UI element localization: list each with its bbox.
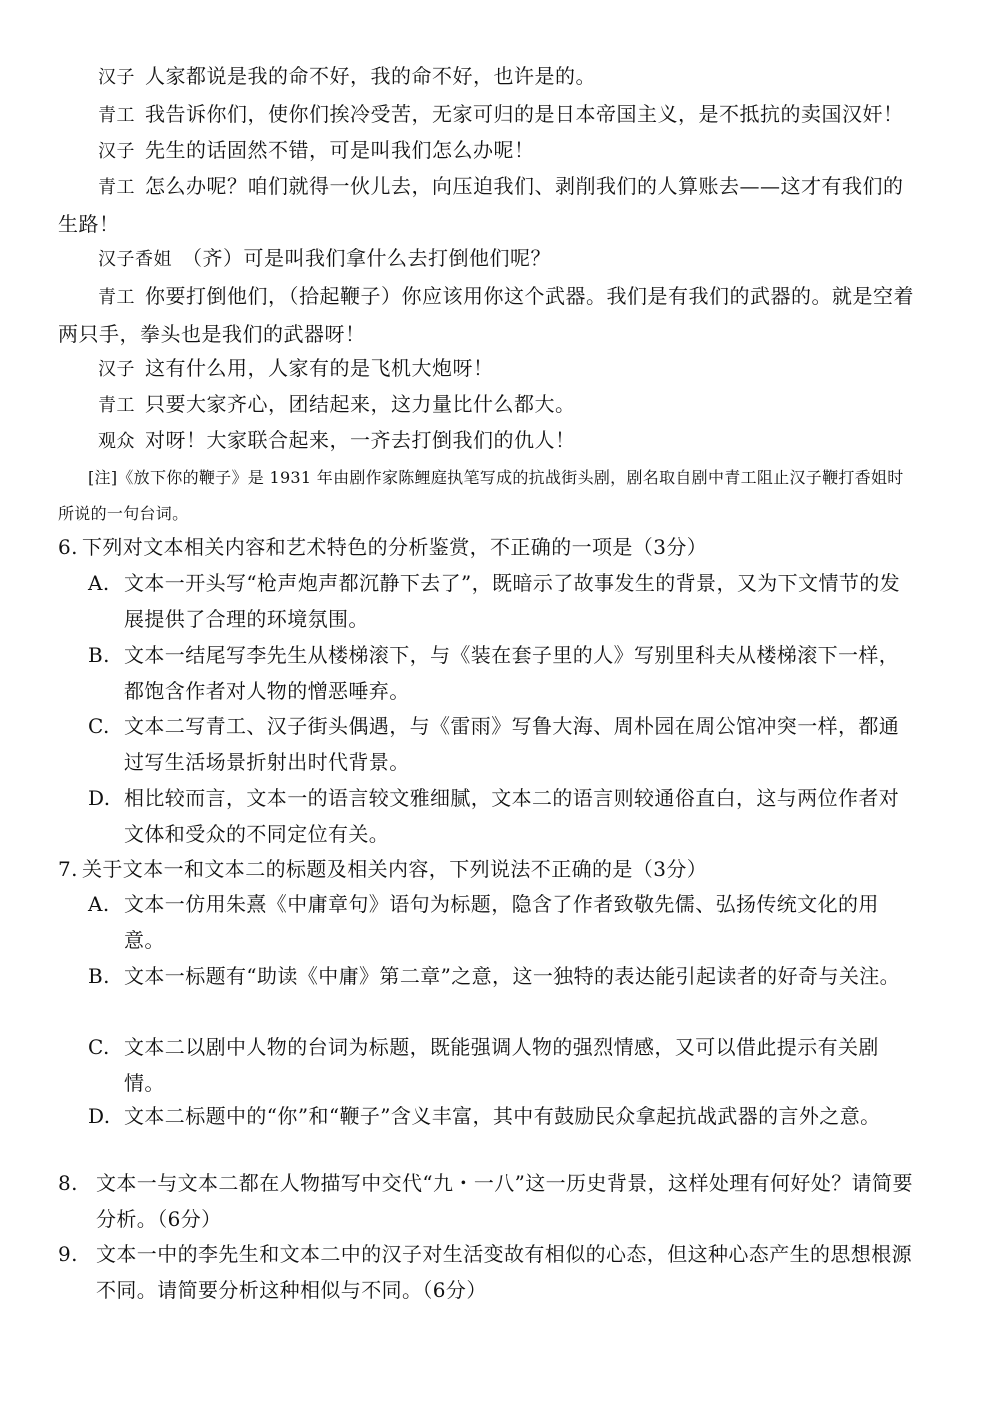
question-8 xyxy=(58,1165,918,1237)
option-label: C. xyxy=(88,1035,110,1059)
speaker-name: 汉子香姐 xyxy=(98,249,172,270)
dialogue-text: 人家都说是我的命不好，我的命不好，也许是的。 xyxy=(145,64,596,88)
question-6-option-d[interactable] xyxy=(88,780,914,852)
dialogue-text: 只要大家齐心，团结起来，这力量比什么都大。 xyxy=(145,392,576,416)
option-label: D. xyxy=(88,1104,111,1128)
question-7-option-b[interactable] xyxy=(88,958,914,994)
dialogue-line xyxy=(98,240,918,278)
speaker-name: 青工 xyxy=(98,177,135,198)
question-7-option-a[interactable] xyxy=(88,886,914,958)
dialogue-line xyxy=(98,96,918,134)
question-9 xyxy=(58,1236,918,1308)
question-number: 8. xyxy=(58,1171,78,1195)
dialogue-line xyxy=(98,386,918,424)
question-6-option-c[interactable] xyxy=(88,708,914,780)
dialogue-text: 对呀！大家联合起来，一齐去打倒我们的仇人！ xyxy=(145,428,576,452)
option-label: D. xyxy=(88,786,111,810)
dialogue-line xyxy=(98,132,918,170)
speaker-name: 汉子 xyxy=(98,359,135,380)
option-text: 文本一仿用朱熹《中庸章句》语句为标题，隐含了作者致敬先儒、弘扬传统文化的用意。 xyxy=(124,892,879,952)
option-label: A. xyxy=(88,571,110,595)
dialogue-text: 这有什么用，人家有的是飞机大炮呀！ xyxy=(145,356,494,380)
speaker-name: 青工 xyxy=(98,395,135,416)
dialogue-text: 怎么办呢？咱们就得一伙儿去，向压迫我们、剥削我们的人算账去——这才有我们的生路！ xyxy=(58,174,904,236)
question-7-stem xyxy=(58,852,918,887)
footnote: [注]《放下你的鞭子》是 1931 年由剧作家陈鲤庭执笔写成的抗战街头剧，剧名取自剧中青工阻止汉子鞭打香姐时所说的一句台词。 xyxy=(58,468,904,523)
dialogue-text: 你要打倒他们，（拾起鞭子）你应该用你这个武器。我们是有我们的武器的。就是空着两只手，拳头也是我们的武器呀！ xyxy=(58,284,914,346)
question-6-option-b[interactable] xyxy=(88,637,914,709)
dialogue-line xyxy=(58,168,918,242)
option-text: 相比较而言，文本一的语言较文雅细腻，文本二的语言则较通俗直白，这与两位作者对文体和受众的不同定位有关。 xyxy=(124,786,900,846)
dialogue-text: （齐）可是叫我们拿什么去打倒他们呢？ xyxy=(182,246,551,270)
dialogue-line xyxy=(98,422,918,460)
question-text: 关于文本一和文本二的标题及相关内容，下列说法不正确的是（3分） xyxy=(82,857,708,881)
option-label: C. xyxy=(88,714,110,738)
question-text: 文本一与文本二都在人物描写中交代“九・一八”这一历史背景，这样处理有何好处？请简要分析。（6分） xyxy=(96,1171,913,1231)
speaker-name: 青工 xyxy=(98,287,135,308)
dialogue-text: 先生的话固然不错，可是叫我们怎么办呢！ xyxy=(145,138,535,162)
option-text: 文本二写青工、汉子街头偶遇，与《雷雨》写鲁大海、周朴园在周公馆冲突一样，都通过写生活场景折射出时代背景。 xyxy=(124,714,900,774)
option-label: B. xyxy=(88,643,110,667)
option-text: 文本一开头写“枪声炮声都沉静下去了”，既暗示了故事发生的背景，又为下文情节的发展提供了合理的环境氛围。 xyxy=(124,571,901,631)
speaker-name: 汉子 xyxy=(98,141,135,162)
question-number: 7. xyxy=(58,857,78,881)
question-text: 下列对文本相关内容和艺术特色的分析鉴赏，不正确的一项是（3分） xyxy=(82,535,708,559)
dialogue-line xyxy=(98,350,918,388)
option-text: 文本二标题中的“你”和“鞭子”含义丰富，其中有鼓励民众拿起抗战武器的言外之意。 xyxy=(124,1104,881,1128)
option-text: 文本一结尾写李先生从楼梯滚下，与《装在套子里的人》写别里科夫从楼梯滚下一样，都饱含作者对人物的憎恶唾弃。 xyxy=(124,643,900,703)
speaker-name: 汉子 xyxy=(98,67,135,88)
question-number: 9. xyxy=(58,1242,78,1266)
question-6-stem xyxy=(58,530,918,565)
option-label: A. xyxy=(88,892,110,916)
option-text: 文本二以剧中人物的台词为标题，既能强调人物的强烈情感，又可以借此提示有关剧情。 xyxy=(124,1035,879,1095)
question-text: 文本一中的李先生和文本二中的汉子对生活变故有相似的心态，但这种心态产生的思想根源不同。请简要分析这种相似与不同。（6分） xyxy=(96,1242,912,1302)
option-text: 文本一标题有“助读《中庸》第二章”之意，这一独特的表达能引起读者的好奇与关注。 xyxy=(124,964,901,988)
speaker-name: 青工 xyxy=(98,105,135,126)
speaker-name: 观众 xyxy=(98,431,135,452)
dialogue-text: 我告诉你们，使你们挨冷受苦，无家可归的是日本帝国主义，是不抵抗的卖国汉奸！ xyxy=(145,102,904,126)
question-7-option-c[interactable] xyxy=(88,1029,914,1101)
dialogue-line xyxy=(98,58,918,96)
question-number: 6. xyxy=(58,535,78,559)
option-label: B. xyxy=(88,964,110,988)
question-6-option-a[interactable] xyxy=(88,565,914,637)
question-7-option-d[interactable] xyxy=(88,1098,914,1134)
dialogue-line xyxy=(58,278,918,352)
